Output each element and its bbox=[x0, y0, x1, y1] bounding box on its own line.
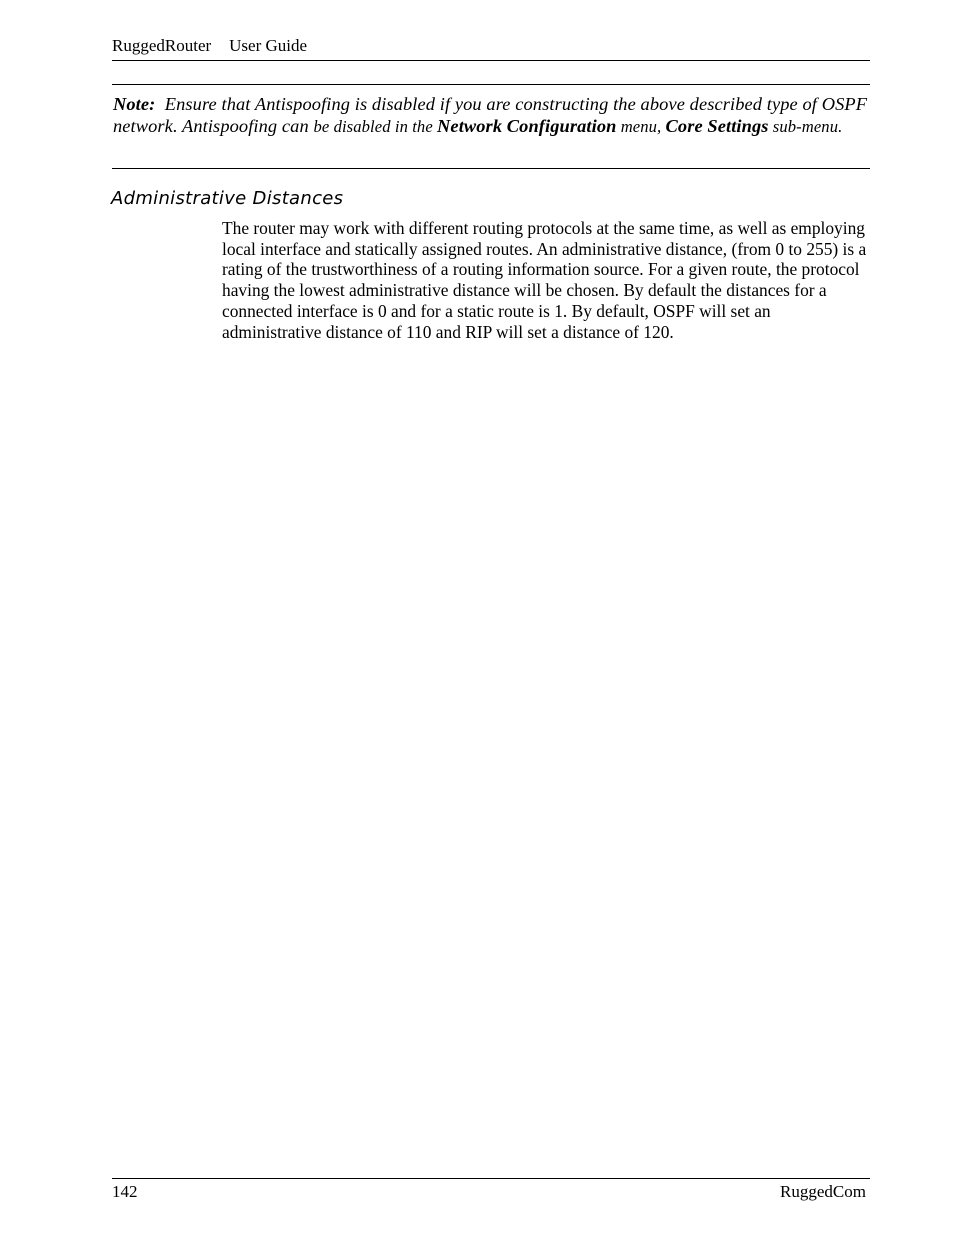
note-label: Note: bbox=[113, 94, 156, 114]
note-text-1: Ensure that Antispoofing is disabled if you are constructing the above described type of OSPF network. Antispoofing can bbox=[113, 94, 868, 136]
note-text-3: menu, bbox=[616, 117, 666, 136]
note-text-2: be disabled in the bbox=[313, 117, 438, 136]
footer-page-number: 142 bbox=[112, 1182, 138, 1201]
footer-rule bbox=[112, 1178, 870, 1179]
section-body: The router may work with different routing protocols at the same time, as well as employing local interface and statically assigned routes. An administrative distance, (from 0 to 255) is a rating of the trustworthiness of a routing information source. For a given route, the protocol having the lowest administrative distance will be chosen. By default the distances for a connected interface is 0 and for a static route is 1. By default, OSPF will set an administrative distance of 110 and RIP will set a distance of 120. bbox=[222, 218, 867, 342]
note-top-rule bbox=[112, 84, 870, 85]
note-text-4: sub-menu. bbox=[768, 117, 843, 136]
note-bottom-rule bbox=[112, 168, 870, 169]
note-box bbox=[113, 93, 870, 138]
header-doc-title: User Guide bbox=[229, 36, 308, 55]
header-product: RuggedRouter bbox=[112, 36, 212, 55]
section-heading: Administrative Distances bbox=[111, 188, 344, 209]
page-header bbox=[112, 36, 307, 56]
footer-brand: RuggedCom bbox=[780, 1182, 866, 1201]
note-menu-name: Network Configuration bbox=[437, 116, 617, 136]
header-rule bbox=[112, 60, 870, 61]
note-submenu-name: Core Settings bbox=[665, 116, 769, 136]
